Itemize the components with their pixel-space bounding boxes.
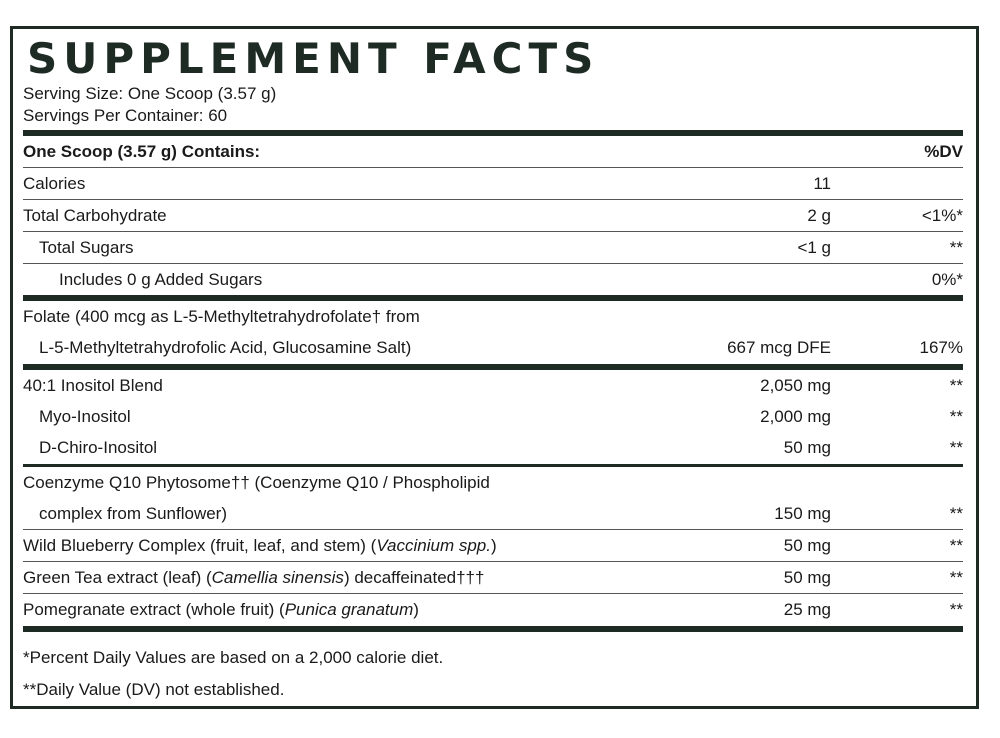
greentea-amount: 50 mg <box>783 568 831 587</box>
blueberry-amount: 50 mg <box>783 536 831 555</box>
folate-name: Folate (400 mcg as L-5-Methyltetrahydrofolate† from <box>23 307 420 326</box>
coq10-source: complex from Sunflower) <box>39 504 228 523</box>
inositol-blend-name: 40:1 Inositol Blend <box>23 376 163 395</box>
sugars-name: Total Sugars <box>39 238 134 257</box>
row-total-sugars <box>23 232 963 263</box>
greentea-dv: ** <box>949 568 963 587</box>
row-pomegranate <box>23 594 963 625</box>
serving-size: Serving Size: One Scoop (3.57 g) <box>23 84 277 103</box>
inositol-blend-dv: ** <box>949 376 963 395</box>
row-folate-line1 <box>23 301 963 332</box>
footnote-dv-not-established: **Daily Value (DV) not established. <box>23 680 285 699</box>
row-added-sugars <box>23 264 963 295</box>
greentea-name: Green Tea extract (leaf) (Camellia sinensis) decaffeinated††† <box>23 568 485 587</box>
pomegranate-name: Pomegranate extract (whole fruit) (Punica granatum) <box>23 600 419 619</box>
row-folate-line2 <box>23 332 963 363</box>
header-row <box>23 136 963 167</box>
pomegranate-amount: 25 mg <box>783 600 831 619</box>
footnote-daily-values: *Percent Daily Values are based on a 2,000 calorie diet. <box>23 648 444 667</box>
dchiro-dv: ** <box>949 438 963 457</box>
row-inositol-blend <box>23 370 963 401</box>
divider-thick <box>23 626 963 632</box>
inositol-blend-amount: 2,050 mg <box>760 376 831 395</box>
sugars-amount: <1 g <box>797 238 831 257</box>
coq10-name: Coenzyme Q10 Phytosome†† (Coenzyme Q10 / Phospholipid <box>23 473 490 492</box>
blueberry-name: Wild Blueberry Complex (fruit, leaf, and stem) (Vaccinium spp.) <box>23 536 497 555</box>
sugars-dv: ** <box>949 238 963 257</box>
header-contains: One Scoop (3.57 g) Contains: <box>23 142 261 161</box>
folate-amount: 667 mcg DFE <box>727 338 831 357</box>
carb-name: Total Carbohydrate <box>23 206 167 225</box>
calories-name: Calories <box>23 174 86 193</box>
row-coq10-line2 <box>23 498 963 529</box>
myo-amount: 2,000 mg <box>760 407 831 426</box>
row-green-tea <box>23 562 963 593</box>
added-sugars-dv: 0%* <box>931 270 963 289</box>
row-d-chiro-inositol <box>23 432 963 463</box>
coq10-amount: 150 mg <box>774 504 831 523</box>
myo-dv: ** <box>949 407 963 426</box>
carb-dv: <1%* <box>921 206 963 225</box>
coq10-dv: ** <box>949 504 963 523</box>
row-myo-inositol <box>23 401 963 432</box>
dchiro-amount: 50 mg <box>783 438 831 457</box>
supplement-facts-panel <box>10 26 979 709</box>
row-calories <box>23 168 963 199</box>
panel-title: SUPPLEMENT FACTS <box>27 34 600 83</box>
added-sugars-name: Includes 0 g Added Sugars <box>59 270 263 289</box>
folate-source: L-5-Methyltetrahydrofolic Acid, Glucosamine Salt) <box>39 338 412 357</box>
row-wild-blueberry <box>23 530 963 561</box>
carb-amount: 2 g <box>807 206 831 225</box>
myo-name: Myo-Inositol <box>39 407 131 426</box>
folate-dv: 167% <box>919 338 963 357</box>
blueberry-dv: ** <box>949 536 963 555</box>
header-dv: %DV <box>924 142 963 161</box>
dchiro-name: D-Chiro-Inositol <box>39 438 158 457</box>
servings-per-container: Servings Per Container: 60 <box>23 106 228 125</box>
pomegranate-dv: ** <box>949 600 963 619</box>
row-coq10-line1 <box>23 467 963 498</box>
calories-amount: 11 <box>813 174 831 193</box>
row-total-carbohydrate <box>23 200 963 231</box>
